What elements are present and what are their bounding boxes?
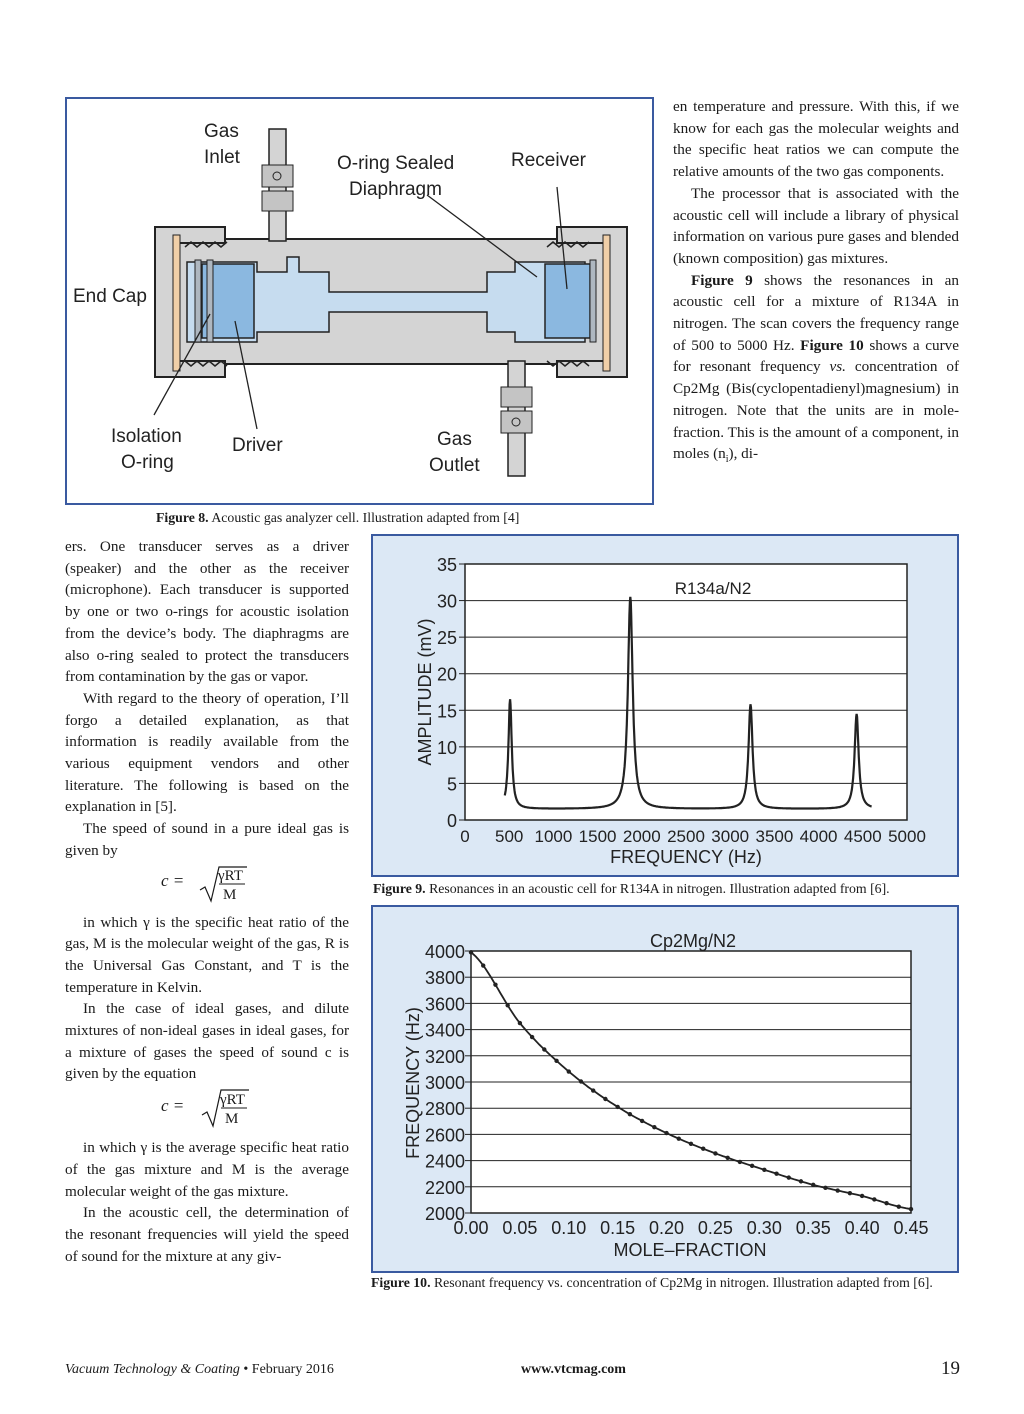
data-point — [664, 1131, 668, 1135]
data-point — [518, 1021, 522, 1025]
data-point — [848, 1191, 852, 1195]
data-point — [909, 1207, 913, 1211]
x-tick-label: 0.20 — [649, 1218, 685, 1238]
y-tick-label: 0 — [446, 811, 457, 831]
x-tick-label: 2000 — [622, 827, 661, 846]
data-point — [554, 1059, 558, 1063]
label-gas-inlet-2: Inlet — [204, 147, 240, 168]
data-point — [897, 1204, 901, 1208]
data-point — [713, 1151, 717, 1155]
label-receiver: Receiver — [511, 150, 586, 171]
data-point — [787, 1175, 791, 1179]
data-point — [677, 1136, 681, 1140]
data-point — [750, 1164, 754, 1168]
data-point — [505, 1003, 509, 1007]
label-gas-outlet-1: Gas — [437, 429, 472, 450]
paragraph: The processor that is associated with the acoustic cell will include a library of physical information on various pure gases and blended (known composition) gas mixtures. — [673, 184, 959, 267]
footer-journal: Vacuum Technology & Coating • February 2016 — [65, 1362, 334, 1377]
y-tick-label: 3000 — [424, 1073, 465, 1093]
y-tick-label: 30 — [436, 591, 457, 612]
data-point — [701, 1147, 705, 1151]
paragraph: In the acoustic cell, the determination of the resonant frequencies will yield the speed of sound for the mixture at any giv- — [65, 1204, 349, 1265]
x-axis-label: FREQUENCY (Hz) — [610, 847, 762, 867]
paragraph: The speed of sound in a pure ideal gas is given by — [65, 820, 349, 859]
y-axis-label: AMPLITUDE (mV) — [415, 618, 435, 766]
x-tick-label: 0.45 — [893, 1218, 929, 1238]
x-tick-label: 0.15 — [600, 1218, 636, 1238]
x-tick-label: 5000 — [888, 827, 926, 846]
equation-speed-of-sound: c = γRT M — [65, 862, 349, 912]
y-tick-label: 10 — [436, 737, 457, 758]
page-number: 19 — [941, 1358, 960, 1379]
y-tick-label: 5 — [446, 774, 457, 795]
paragraph: With regard to the theory of operation, I’ll forgo a detailed explanation, as that information is readily available from the various equipment vendors and other literature. The following is based on the explanation in [5]. — [65, 689, 349, 816]
data-point — [799, 1179, 803, 1183]
y-tick-label: 3400 — [424, 1020, 465, 1041]
equation-mixture-speed: c = γRT M — [65, 1085, 349, 1137]
paragraph: in which γ is the average specific heat ratio of the gas mixture and M is the average molecular weight of the gas mixture. — [65, 1139, 349, 1200]
paragraph: ers. One transducer serves as a driver (speaker) and the other as the receiver (microphone). Each transducer is supported by one or two o-rings for acoustic isolation from the device’s body. The diaphragms are also o-ring sealed to protect the transducers from contamination by the gas or vapor. — [65, 538, 349, 686]
data-point — [640, 1119, 644, 1123]
x-tick-label: 1000 — [534, 827, 573, 846]
plot-area — [465, 564, 907, 820]
y-tick-label: 3200 — [424, 1046, 465, 1067]
paragraph: Figure 9 shows the resonances in an acoustic cell for a mixture of R134A in nitrogen. The scan covers the frequency range of 500 to 5000 Hz. Figure 10 shows a curve for resonant frequency vs. concentration of Cp2Mg (Bis(cyclopentadienyl)magnesium) in nitrogen. Note that the units are in mole-fraction. This is the amount of a component, in moles $(n_i)$, di- — [673, 271, 959, 466]
paragraph: in which γ is the specific heat ratio of the gas, M is the molecular weight of the gas, R is the Universal Gas Constant, and T is the temperature in Kelvin. — [65, 913, 349, 996]
footer-url[interactable]: www.vtcmag.com — [521, 1362, 626, 1377]
figure-8-caption: Figure 8. Acoustic gas analyzer cell. Illustration adapted from [4] — [156, 510, 520, 525]
data-point — [652, 1125, 656, 1129]
data-point — [579, 1079, 583, 1083]
data-point — [567, 1069, 571, 1073]
y-tick-label: 4000 — [424, 942, 465, 962]
data-point — [860, 1194, 864, 1198]
x-tick-label: 4500 — [843, 827, 882, 846]
x-tick-label: 0.35 — [795, 1218, 831, 1238]
data-point — [591, 1088, 595, 1092]
data-point — [811, 1183, 815, 1187]
x-tick-label: 500 — [495, 827, 524, 846]
x-tick-label: 0.00 — [453, 1218, 489, 1238]
label-gas-inlet-1: Gas — [204, 121, 239, 142]
data-point — [835, 1188, 839, 1192]
figure-10-chart — [373, 907, 957, 1271]
x-tick-label: 3500 — [755, 827, 794, 846]
x-tick-label: 0.40 — [844, 1218, 880, 1238]
y-axis-label: FREQUENCY (Hz) — [403, 1007, 423, 1159]
data-point — [615, 1105, 619, 1109]
paragraph: en temperature and pressure. With this, if we know for each gas the molecular weights and the specific heat ratios we can compute the relative amounts of the two gas components. — [673, 98, 959, 181]
x-tick-label: 0.10 — [551, 1218, 587, 1238]
figure-10-frame — [371, 905, 959, 1273]
label-end-cap: End Cap — [73, 286, 147, 307]
x-tick-label: 4000 — [799, 827, 838, 846]
data-point — [884, 1201, 888, 1205]
right-column-text — [673, 96, 959, 471]
x-tick-label: 3000 — [711, 827, 750, 846]
y-tick-label: 15 — [436, 701, 457, 722]
data-point — [493, 982, 497, 986]
y-tick-label: 2800 — [424, 1099, 465, 1120]
x-tick-label: 0.05 — [502, 1218, 538, 1238]
figure-10-caption: Figure 10. Resonant frequency vs. concentration of Cp2Mg in nitrogen. Illustration adapted from [6]. — [371, 1275, 933, 1290]
data-point — [689, 1142, 693, 1146]
x-tick-label: 0.25 — [697, 1218, 733, 1238]
y-tick-label: 2000 — [424, 1204, 465, 1224]
y-tick-label: 25 — [436, 628, 457, 649]
label-oring-2: Diaphragm — [349, 179, 442, 200]
y-tick-label: 2200 — [424, 1177, 465, 1198]
y-tick-label: 2400 — [424, 1151, 465, 1172]
acoustic-cell-diagram — [67, 99, 652, 503]
y-tick-label: 2600 — [424, 1125, 465, 1146]
data-point — [628, 1112, 632, 1116]
data-point — [738, 1160, 742, 1164]
figure-8-frame — [65, 97, 654, 505]
data-point — [603, 1097, 607, 1101]
data-point — [725, 1156, 729, 1160]
data-point — [542, 1047, 546, 1051]
chart-title: Cp2Mg/N2 — [649, 931, 737, 951]
label-isolation-2: O-ring — [121, 452, 174, 473]
data-point — [823, 1186, 827, 1190]
paragraph: In the case of ideal gases, and dilute mixtures of non-ideal gases in ideal gases, for a mixture of gases the speed of sound c is given by the equation — [65, 1000, 349, 1083]
x-tick-label: 1500 — [578, 827, 617, 846]
x-axis-label: MOLE–FRACTION — [613, 1240, 767, 1260]
figure-9-caption: Figure 9. Resonances in an acoustic cell for R134A in nitrogen. Illustration adapted from [6]. — [373, 881, 890, 896]
y-tick-label: 35 — [436, 555, 457, 575]
x-tick-label: 0.30 — [746, 1218, 782, 1238]
data-point — [872, 1197, 876, 1201]
data-point — [774, 1172, 778, 1176]
y-tick-label: 20 — [436, 664, 457, 685]
data-point — [530, 1035, 534, 1039]
data-point — [762, 1168, 766, 1172]
label-isolation-1: Isolation — [111, 426, 182, 447]
x-tick-label: 0 — [460, 827, 470, 846]
y-tick-label: 3600 — [424, 994, 465, 1015]
data-point — [469, 950, 473, 954]
label-driver: Driver — [232, 435, 283, 456]
label-gas-outlet-2: Outlet — [429, 455, 480, 476]
figure-9-frame — [371, 534, 959, 877]
receiver-transducer — [545, 264, 590, 338]
label-oring-1: O-ring Sealed — [337, 153, 455, 174]
figure-9-chart — [373, 536, 957, 875]
data-point — [481, 963, 485, 967]
y-tick-label: 3800 — [424, 968, 465, 989]
chart-title: R134a/N2 — [674, 579, 752, 598]
left-column-text — [65, 536, 349, 1267]
x-tick-label: 2500 — [667, 827, 705, 846]
